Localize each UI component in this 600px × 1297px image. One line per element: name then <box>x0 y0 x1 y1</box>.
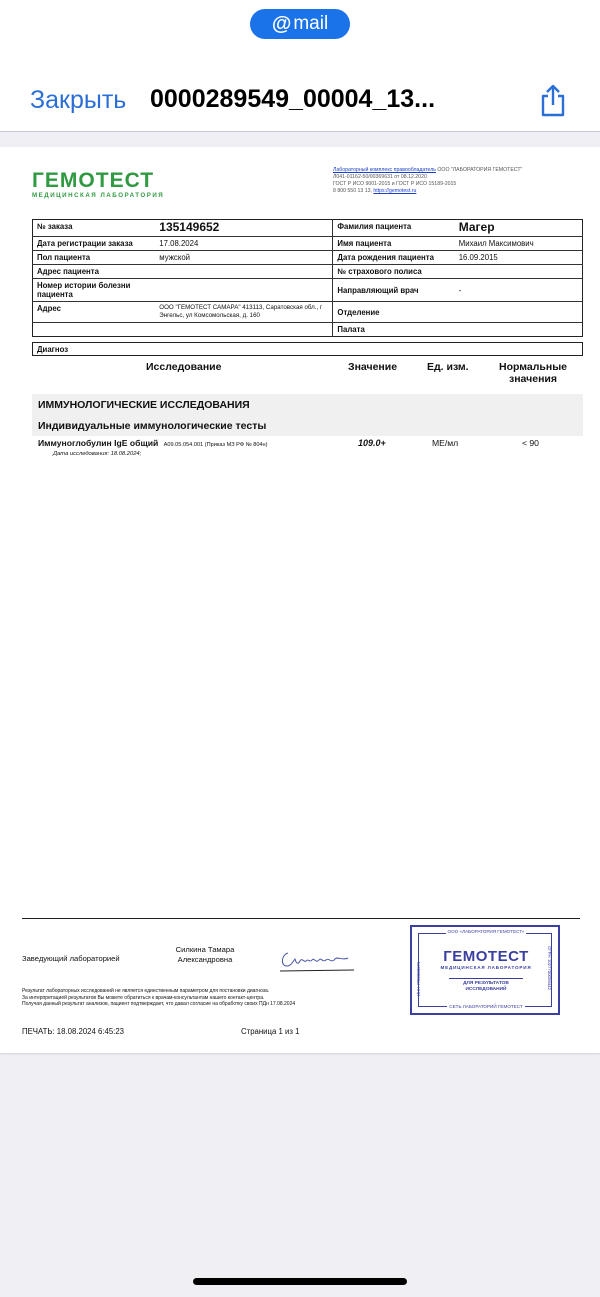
test-date: Дата исследования: 18.08.2024; <box>53 451 142 457</box>
insurance-label: № страхового полиса <box>333 265 455 279</box>
stamp-bottom-label: СЕТЬ ЛАБОРАТОРИЙ ГЕМОТЕСТ <box>449 1004 523 1009</box>
subsection-title: Индивидуальные иммунологические тесты <box>38 420 267 432</box>
col-header-norm-line1: Нормальные <box>498 361 567 373</box>
ward-value <box>455 323 583 337</box>
history-label: Номер истории болезни пациента <box>33 279 156 302</box>
head-name-line1: Силкина Тамара <box>175 945 235 954</box>
at-icon: @ <box>271 12 292 35</box>
lab-info <box>333 167 578 195</box>
signature <box>278 947 356 973</box>
address-value: ООО "ГЕМОТЕСТ САМАРА" 413113, Саратовская обл., г Энгельс, ул Комсомольская, д. 160 <box>155 302 333 323</box>
sex-value: мужской <box>155 251 333 265</box>
top-bar <box>0 0 600 132</box>
test-value: 109.0+ <box>358 438 386 448</box>
section-title: ИММУНОЛОГИЧЕСКИЕ ИССЛЕДОВАНИЯ <box>38 399 250 411</box>
dept-label: Отделение <box>333 302 455 323</box>
diagnosis-label: Диагноз <box>37 345 69 354</box>
logo-sub-text: МЕДИЦИНСКАЯ ЛАБОРАТОРИЯ <box>32 192 165 199</box>
stamp-purpose-line1: ДЛЯ РЕЗУЛЬТАТОВ <box>463 981 509 986</box>
col-header-norm <box>490 361 576 385</box>
head-name-line2: Александровна <box>177 954 233 964</box>
ward-label: Палата <box>333 323 455 337</box>
disclaimer <box>22 988 402 1008</box>
share-button[interactable] <box>538 84 568 118</box>
lab-website-link[interactable]: https://gemotest.ru <box>373 188 417 194</box>
surname-label: Фамилия пациента <box>337 222 412 231</box>
stamp-purpose-line2: ИССЛЕДОВАНИЙ <box>465 987 507 992</box>
share-icon <box>538 84 568 118</box>
lab-info-link[interactable]: Лабораторный комплекс правообладатель <box>333 167 436 173</box>
home-indicator[interactable] <box>193 1278 407 1285</box>
name-label: Имя пациента <box>333 237 455 251</box>
test-name: Иммуноглобулин IgE общий <box>38 438 159 448</box>
head-label: Заведующий лабораторией <box>22 954 120 963</box>
diagnosis-row <box>32 342 583 356</box>
test-code: A09.05.054.001 (Приказ МЗ РФ № 804н) <box>163 442 268 448</box>
empty-cell <box>155 323 333 337</box>
stamp-purpose <box>449 978 523 993</box>
mail-badge[interactable] <box>250 9 350 39</box>
dob-value: 16.09.2015 <box>455 251 583 265</box>
disclaimer-line3: Получая данный результат анализов, пациент подтверждает, что давал согласие на обработку своих ПДн 17.08.2024 <box>22 1001 296 1007</box>
stamp-inn: ИНН 7709883371 <box>416 961 421 996</box>
col-header-unit: Ед. изм. <box>427 361 469 373</box>
stamp-ogrn: ОГРН 1027700058442 <box>547 946 552 990</box>
page-indicator: Страница 1 из 1 <box>241 1027 300 1036</box>
lab-info-owner: ООО "ЛАБОРАТОРИЯ ГЕМОТЕСТ" <box>435 167 523 173</box>
history-value <box>155 279 333 302</box>
print-timestamp: ПЕЧАТЬ: 18.08.2024 6:45:23 <box>22 1027 125 1036</box>
dob-label: Дата рождения пациента <box>333 251 455 265</box>
stamp-top-text <box>419 929 553 934</box>
footer-divider <box>22 918 580 919</box>
result-row <box>38 438 268 448</box>
reg-date-value: 17.08.2024 <box>155 237 333 251</box>
test-norm: < 90 <box>522 438 539 448</box>
patient-address-label: Адрес пациента <box>33 265 156 279</box>
disclaimer-line2: За интерпретацией результатов Вы можете обратиться к врачам-консультантам нашего контакт-центра. <box>22 994 265 1001</box>
order-no-label: № заказа <box>37 222 73 231</box>
logo-main-text: ГЕМОТЕСТ <box>32 169 155 192</box>
lab-standards: ГОСТ Р ИСО 9001-2015 и ГОСТ Р ИСО 15189-2015 <box>333 181 457 187</box>
lab-phone: 8 800 550 13 13, <box>333 188 374 194</box>
pdf-page[interactable] <box>0 147 600 1053</box>
empty-cell <box>33 323 156 337</box>
stamp-top-label: ООО «ЛАБОРАТОРИЯ ГЕМОТЕСТ» <box>447 929 525 934</box>
close-button[interactable]: Закрыть <box>30 86 127 114</box>
col-header-test: Исследование <box>146 361 222 373</box>
lab-license: Л041-01162-50/00369631 от 08.12.2020 <box>333 174 427 180</box>
surname-value: Магер <box>458 220 495 234</box>
mail-badge-label: mail <box>293 13 329 34</box>
document-title: 0000289549_00004_13... <box>150 85 436 113</box>
address-label: Адрес <box>33 302 156 323</box>
col-header-value: Значение <box>348 361 398 373</box>
signature-mark <box>278 947 356 973</box>
disclaimer-line1: Результат лабораторных исследований не является единственным параметром для постановки диагноза. <box>22 988 270 994</box>
dept-value <box>455 302 583 323</box>
doctor-value: - <box>455 279 583 302</box>
test-unit: МЕ/мл <box>432 438 459 448</box>
stamp-sub-text: МЕДИЦИНСКАЯ ЛАБОРАТОРИЯ <box>440 965 532 970</box>
patient-info-table <box>32 219 583 337</box>
name-value: Михаил Максимович <box>455 237 583 251</box>
stamp-bottom-text <box>419 1004 553 1009</box>
lab-logo <box>32 169 164 199</box>
head-name <box>170 945 240 964</box>
reg-date-label: Дата регистрации заказа <box>33 237 156 251</box>
insurance-value <box>455 265 583 279</box>
doctor-label: Направляющий врач <box>333 279 455 302</box>
col-header-norm-line2: значения <box>509 373 557 385</box>
stamp-main-text: ГЕМОТЕСТ <box>443 948 529 965</box>
patient-address-value <box>155 265 333 279</box>
lab-stamp <box>410 925 560 1015</box>
stamp-inner-frame <box>416 929 552 1009</box>
order-no-value: 135149652 <box>155 220 333 237</box>
sex-label: Пол пациента <box>33 251 156 265</box>
